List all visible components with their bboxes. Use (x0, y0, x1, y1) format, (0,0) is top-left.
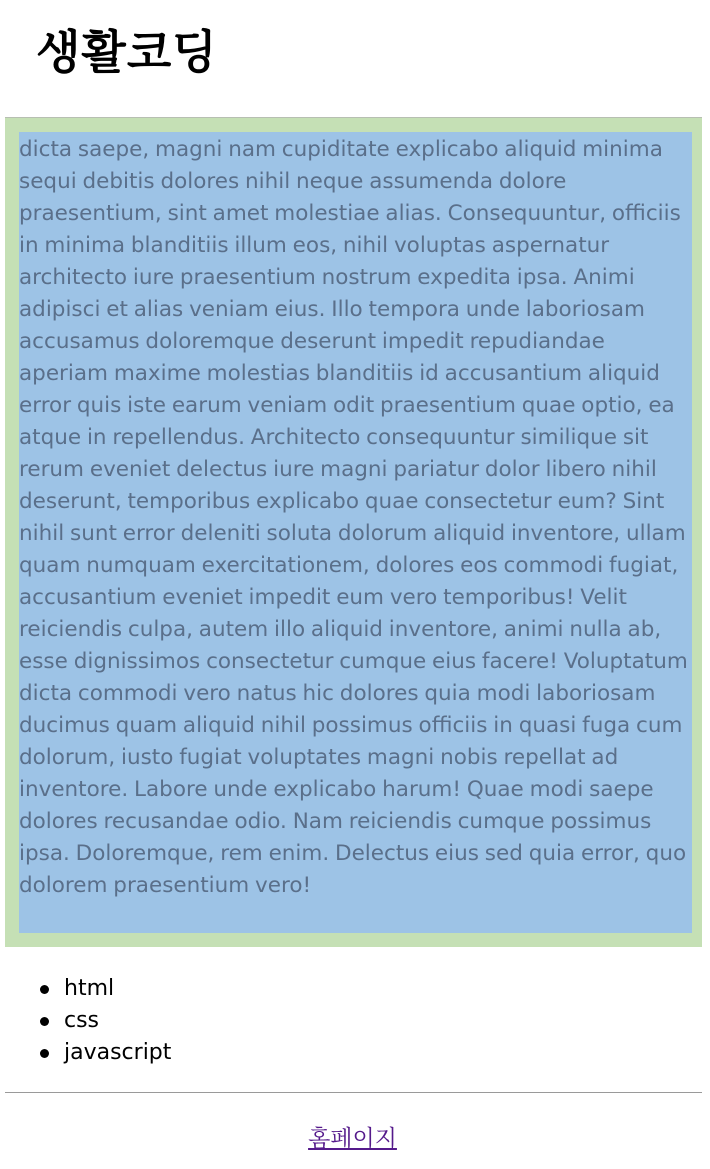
content-box (19, 132, 692, 933)
bottom-divider (5, 1092, 702, 1093)
list-item-javascript (0, 1037, 171, 1069)
content-frame (5, 118, 702, 947)
topic-list (0, 973, 171, 1069)
list-item-label: html (64, 976, 115, 1001)
page-title: 생활코딩 (36, 25, 218, 79)
homepage-link[interactable]: 홈페이지 (308, 1126, 397, 1152)
body-text: dicta saepe, magni nam cupiditate explicabo aliquid minima sequi debitis dolores nihil neque assumenda dolore praesentium, sint amet molestiae alias. Consequuntur, officiis in minima blanditiis illum eos, nihil voluptas aspernatur architecto iure praesentium nostrum expedita ipsa. Animi adipisci et alias veniam eius. Illo tempora unde laboriosam accusamus doloremque deserunt impedit repudiandae aperiam maxime molestias blanditiis id accusantium aliquid error quis iste earum veniam odit praesentium quae optio, ea atque in repellendus. Architecto consequuntur similique sit rerum eveniet delectus iure magni pariatur dolor libero nihil deserunt, temporibus explicabo quae consectetur eum? Sint nihil sunt error deleniti soluta dolorum aliquid inventore, ullam quam numquam exercitationem, dolores eos commodi fugiat, accusantium eveniet impedit eum vero temporibus! Velit reiciendis culpa, autem illo aliquid inventore, animi nulla ab, esse dignissimos consectetur cumque eius facere! Voluptatum dicta commodi vero natus hic dolores quia modi laboriosam ducimus quam aliquid nihil possimus officiis in quasi fuga cum dolorum, iusto fugiat voluptates magni nobis repellat ad inventore. Labore unde explicabo harum! Quae modi saepe dolores recusandae odio. Nam reiciendis cumque possimus ipsa. Doloremque, rem enim. Delectus eius sed quia error, quo dolorem praesentium vero! (19, 137, 688, 898)
list-item-label: javascript (64, 1040, 172, 1065)
list-item-html (0, 973, 171, 1005)
list-item-label: css (64, 1008, 100, 1033)
bullet-icon (40, 1049, 49, 1058)
bullet-icon (40, 985, 49, 994)
list-item-css (0, 1005, 171, 1037)
bullet-icon (40, 1017, 49, 1026)
